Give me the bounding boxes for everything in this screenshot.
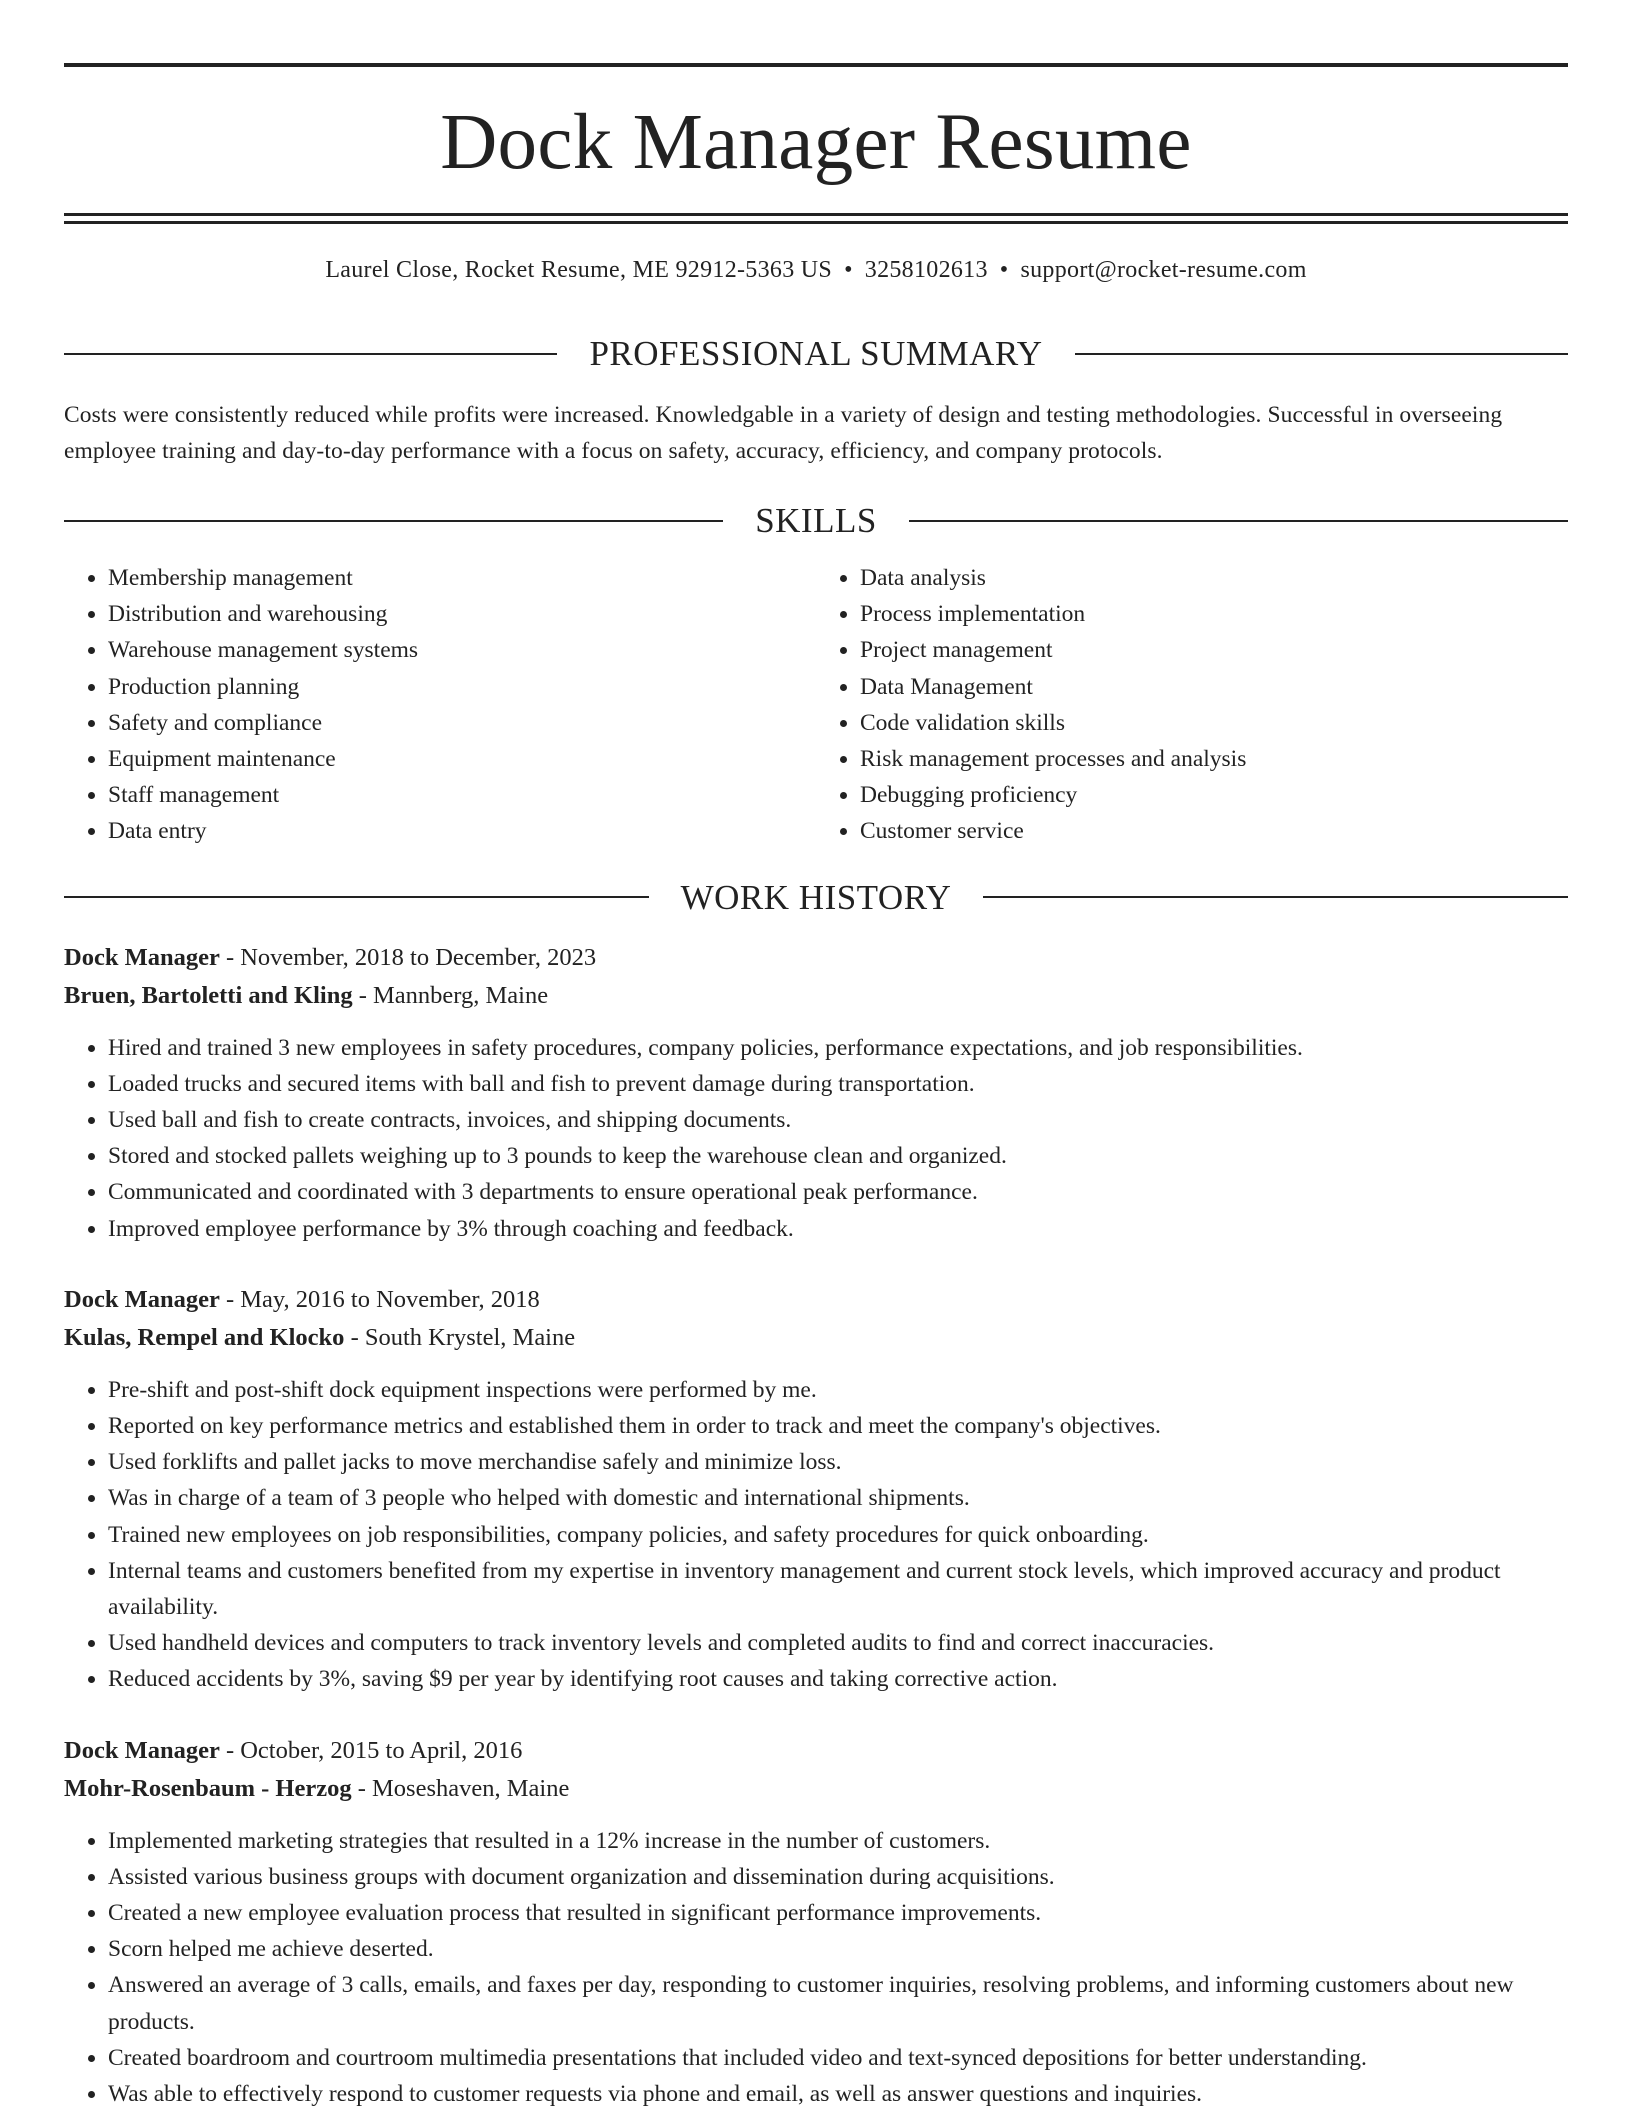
skill-item: • Equipment maintenance [108, 741, 816, 777]
job-bullet: • Implemented marketing strategies that resulted in a 12% increase in the number of customers. [108, 1823, 1568, 1859]
job-title: Dock Manager [64, 1285, 220, 1313]
summary-heading [64, 336, 1568, 371]
job-bullets [64, 1823, 1568, 2112]
job-bullet: • Trained new employees on job responsibilities, company policies, and safety procedures for quick onboarding. [108, 1517, 1568, 1553]
job-bullet: • Was able to effectively respond to customer requests via phone and email, as well as answer questions and inquiries. [108, 2076, 1568, 2112]
job-bullet: • Created a new employee evaluation process that resulted in significant performance improvements. [108, 1895, 1568, 1931]
job-bullet: • Reported on key performance metrics and established them in order to track and meet the company's objectives. [108, 1408, 1568, 1444]
job-company-line [64, 1319, 1568, 1358]
skill-item: • Process implementation [860, 596, 1568, 632]
contact-email: support@rocket-resume.com [1020, 257, 1307, 283]
resume-title: Dock Manager Resume [440, 99, 1192, 186]
job-bullet: • Was in charge of a team of 3 people who helped with domestic and international shipments. [108, 1480, 1568, 1516]
job-location: - Mannberg, Maine [352, 982, 549, 1010]
skill-item: • Debugging proficiency [860, 777, 1568, 813]
skill-item: • Data Management [860, 669, 1568, 705]
skills-list [64, 560, 1568, 850]
skill-item: • Membership management [108, 560, 816, 596]
skill-item: • Project management [860, 632, 1568, 668]
heading-rule-left [64, 520, 723, 522]
resume-content [64, 63, 1568, 2112]
skill-item: • Distribution and warehousing [108, 596, 816, 632]
job-bullet: • Hired and trained 3 new employees in safety procedures, company policies, performance expectations, and job responsibilities. [108, 1030, 1568, 1066]
job-bullet: • Scorn helped me achieve deserted. [108, 1931, 1568, 1967]
skill-item: • Data entry [108, 813, 816, 849]
contact-address: Laurel Close, Rocket Resume, ME 92912-5363 US [325, 257, 833, 283]
job-bullet: • Reduced accidents by 3%, saving $9 per year by identifying root causes and taking corrective action. [108, 1661, 1568, 1697]
job-company: Kulas, Rempel and Klocko [64, 1324, 345, 1352]
skill-item: • Code validation skills [860, 705, 1568, 741]
heading-rule-right [1075, 353, 1568, 355]
skill-item: • Safety and compliance [108, 705, 816, 741]
top-rule [64, 63, 1568, 67]
job-bullet: • Internal teams and customers benefited from my expertise in inventory management and current stock levels, which improved accuracy and product availability. [108, 1553, 1568, 1625]
job-location: - Moseshaven, Maine [351, 1775, 570, 1803]
job-bullet: • Used forklifts and pallet jacks to move merchandise safely and minimize loss. [108, 1444, 1568, 1480]
job-dates: - October, 2015 to April, 2016 [219, 1736, 523, 1764]
work-heading [64, 877, 1568, 917]
job-title-line [64, 939, 1568, 978]
job-bullet: • Used ball and fish to create contracts, invoices, and shipping documents. [108, 1102, 1568, 1138]
job-bullet: • Used handheld devices and computers to track inventory levels and completed audits to find and correct inaccuracies. [108, 1625, 1568, 1661]
job-dates: - May, 2016 to November, 2018 [219, 1285, 540, 1313]
job-bullet: • Created boardroom and courtroom multimedia presentations that included video and text-synced depositions for better understanding. [108, 2040, 1568, 2076]
heading-rule-right [909, 520, 1568, 522]
skill-item: • Production planning [108, 669, 816, 705]
job-bullet: • Communicated and coordinated with 3 departments to ensure operational peak performance. [108, 1174, 1568, 1210]
job-bullet: • Pre-shift and post-shift dock equipment inspections were performed by me. [108, 1372, 1568, 1408]
job-title: Dock Manager [64, 1736, 220, 1764]
job-title-line [64, 1732, 1568, 1771]
job-company-line [64, 977, 1568, 1016]
job-bullet: • Answered an average of 3 calls, emails, and faxes per day, responding to customer inquiries, resolving problems, and informing customers about new products. [108, 1967, 1568, 2039]
contact-separator: • [844, 257, 853, 283]
skill-item: • Staff management [108, 777, 816, 813]
contact-separator: • [999, 257, 1009, 283]
skills-heading-text: SKILLS [755, 501, 877, 540]
skill-item: • Customer service [860, 813, 1568, 849]
skill-item: • Warehouse management systems [108, 632, 816, 668]
summary-heading-text: PROFESSIONAL SUMMARY [589, 334, 1043, 373]
job-title-line [64, 1281, 1568, 1320]
contact-phone: 3258102613 [864, 257, 988, 283]
title-double-rule [64, 213, 1568, 224]
skills-column-left [64, 560, 816, 850]
job-bullets [64, 1030, 1568, 1247]
job-bullet: • Loaded trucks and secured items with ball and fish to prevent damage during transportation. [108, 1066, 1568, 1102]
heading-rule-left [64, 353, 557, 355]
heading-rule-left [64, 896, 649, 898]
job-company-line [64, 1770, 1568, 1809]
job-bullet: • Improved employee performance by 3% through coaching and feedback. [108, 1211, 1568, 1247]
contact-line [64, 257, 1568, 301]
job-company: Bruen, Bartoletti and Kling [64, 982, 353, 1010]
job-bullet: • Stored and stocked pallets weighing up to 3 pounds to keep the warehouse clean and organized. [108, 1138, 1568, 1174]
job-title: Dock Manager [64, 943, 220, 971]
skill-item: • Risk management processes and analysis [860, 741, 1568, 777]
heading-rule-right [983, 896, 1568, 898]
job-entry [64, 1281, 1568, 1698]
work-heading-text: WORK HISTORY [680, 877, 952, 917]
job-location: - South Krystel, Maine [344, 1324, 576, 1352]
skill-item: • Data analysis [860, 560, 1568, 596]
job-dates: - November, 2018 to December, 2023 [219, 943, 597, 971]
job-entry [64, 939, 1568, 1247]
job-bullet: • Assisted various business groups with document organization and dissemination during acquisitions. [108, 1859, 1568, 1895]
job-bullets [64, 1372, 1568, 1698]
summary-text: Costs were consistently reduced while profits were increased. Knowledgable in a variety of design and testing methodologies. Successful in overseeing employee training and day-to-day performance with a focus on safety, accuracy, efficiency, and company protocols. [64, 402, 1503, 464]
skills-heading [64, 503, 1568, 538]
skills-column-right [816, 560, 1568, 850]
job-company: Mohr-Rosenbaum - Herzog [64, 1775, 352, 1803]
job-entry [64, 1732, 1568, 2112]
